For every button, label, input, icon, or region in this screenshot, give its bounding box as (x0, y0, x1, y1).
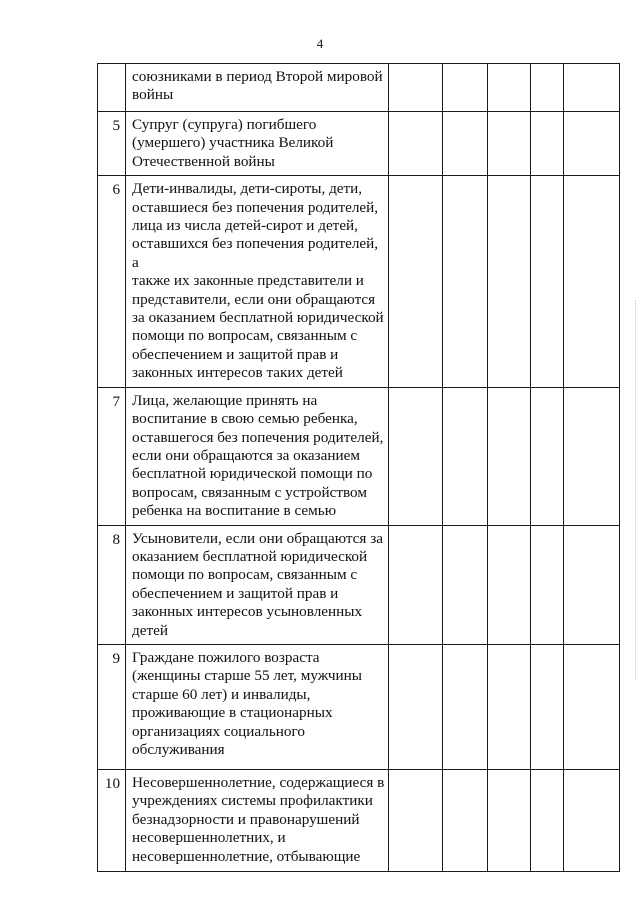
table-row (98, 769, 620, 871)
row-number (98, 64, 126, 112)
row-number: 10 (98, 769, 126, 871)
empty-cell (530, 387, 563, 525)
empty-cell (530, 112, 563, 176)
row-number: 9 (98, 644, 126, 769)
empty-cell (563, 387, 619, 525)
empty-cell (487, 64, 530, 112)
empty-cell (442, 387, 487, 525)
empty-cell (388, 387, 442, 525)
row-description: Дети-инвалиды, дети-сироты, дети, оставшиеся без попечения родителей, лица из числа детей-сирот и детей, оставшихся без попечения родителей, а также их законные представители и представители, если они обращаются за оказанием бесплатной юридической помощи по вопросам, связанным с обеспечением и защитой прав и законных интересов таких детей (126, 176, 389, 387)
empty-cell (563, 64, 619, 112)
empty-cell (487, 112, 530, 176)
empty-cell (530, 176, 563, 387)
table-row (98, 176, 620, 387)
row-description: союзниками в период Второй мировой войны (126, 64, 389, 112)
empty-cell (388, 525, 442, 644)
empty-cell (388, 64, 442, 112)
empty-cell (442, 176, 487, 387)
table-row (98, 387, 620, 525)
empty-cell (442, 525, 487, 644)
row-description: Супруг (супруга) погибшего (умершего) участника Великой Отечественной войны (126, 112, 389, 176)
empty-cell (563, 525, 619, 644)
empty-cell (442, 644, 487, 769)
empty-cell (530, 769, 563, 871)
empty-cell (442, 769, 487, 871)
empty-cell (563, 769, 619, 871)
empty-cell (530, 64, 563, 112)
table-row (98, 644, 620, 769)
row-description: Граждане пожилого возраста (женщины старше 55 лет, мужчины старше 60 лет) и инвалиды, проживающие в стационарных организациях социального обслуживания (126, 644, 389, 769)
row-number: 8 (98, 525, 126, 644)
empty-cell (388, 112, 442, 176)
row-number: 5 (98, 112, 126, 176)
page-number: 4 (316, 36, 324, 51)
row-number: 6 (98, 176, 126, 387)
empty-cell (530, 644, 563, 769)
beneficiary-table (97, 63, 620, 872)
row-description: Лица, желающие принять на воспитание в свою семью ребенка, оставшегося без попечения родителей, если они обращаются за оказанием бесплатной юридической помощи по вопросам, связанным с устройством ребенка на воспитание в семью (126, 387, 389, 525)
table-row (98, 64, 620, 112)
empty-cell (388, 644, 442, 769)
empty-cell (487, 769, 530, 871)
empty-cell (487, 176, 530, 387)
row-number: 7 (98, 387, 126, 525)
empty-cell (563, 112, 619, 176)
scan-margin-mark (634, 300, 636, 680)
empty-cell (487, 387, 530, 525)
empty-cell (388, 769, 442, 871)
row-description: Усыновители, если они обращаются за оказанием бесплатной юридической помощи по вопросам, связанным с обеспечением и защитой прав и законных интересов усыновленных детей (126, 525, 389, 644)
empty-cell (563, 176, 619, 387)
empty-cell (487, 644, 530, 769)
table-row (98, 525, 620, 644)
empty-cell (442, 64, 487, 112)
empty-cell (530, 525, 563, 644)
table-row (98, 112, 620, 176)
row-description: Несовершеннолетние, содержащиеся в учреждениях системы профилактики безнадзорности и правонарушений несовершеннолетних, и несовершеннолетние, отбывающие (126, 769, 389, 871)
empty-cell (563, 644, 619, 769)
empty-cell (442, 112, 487, 176)
empty-cell (487, 525, 530, 644)
empty-cell (388, 176, 442, 387)
